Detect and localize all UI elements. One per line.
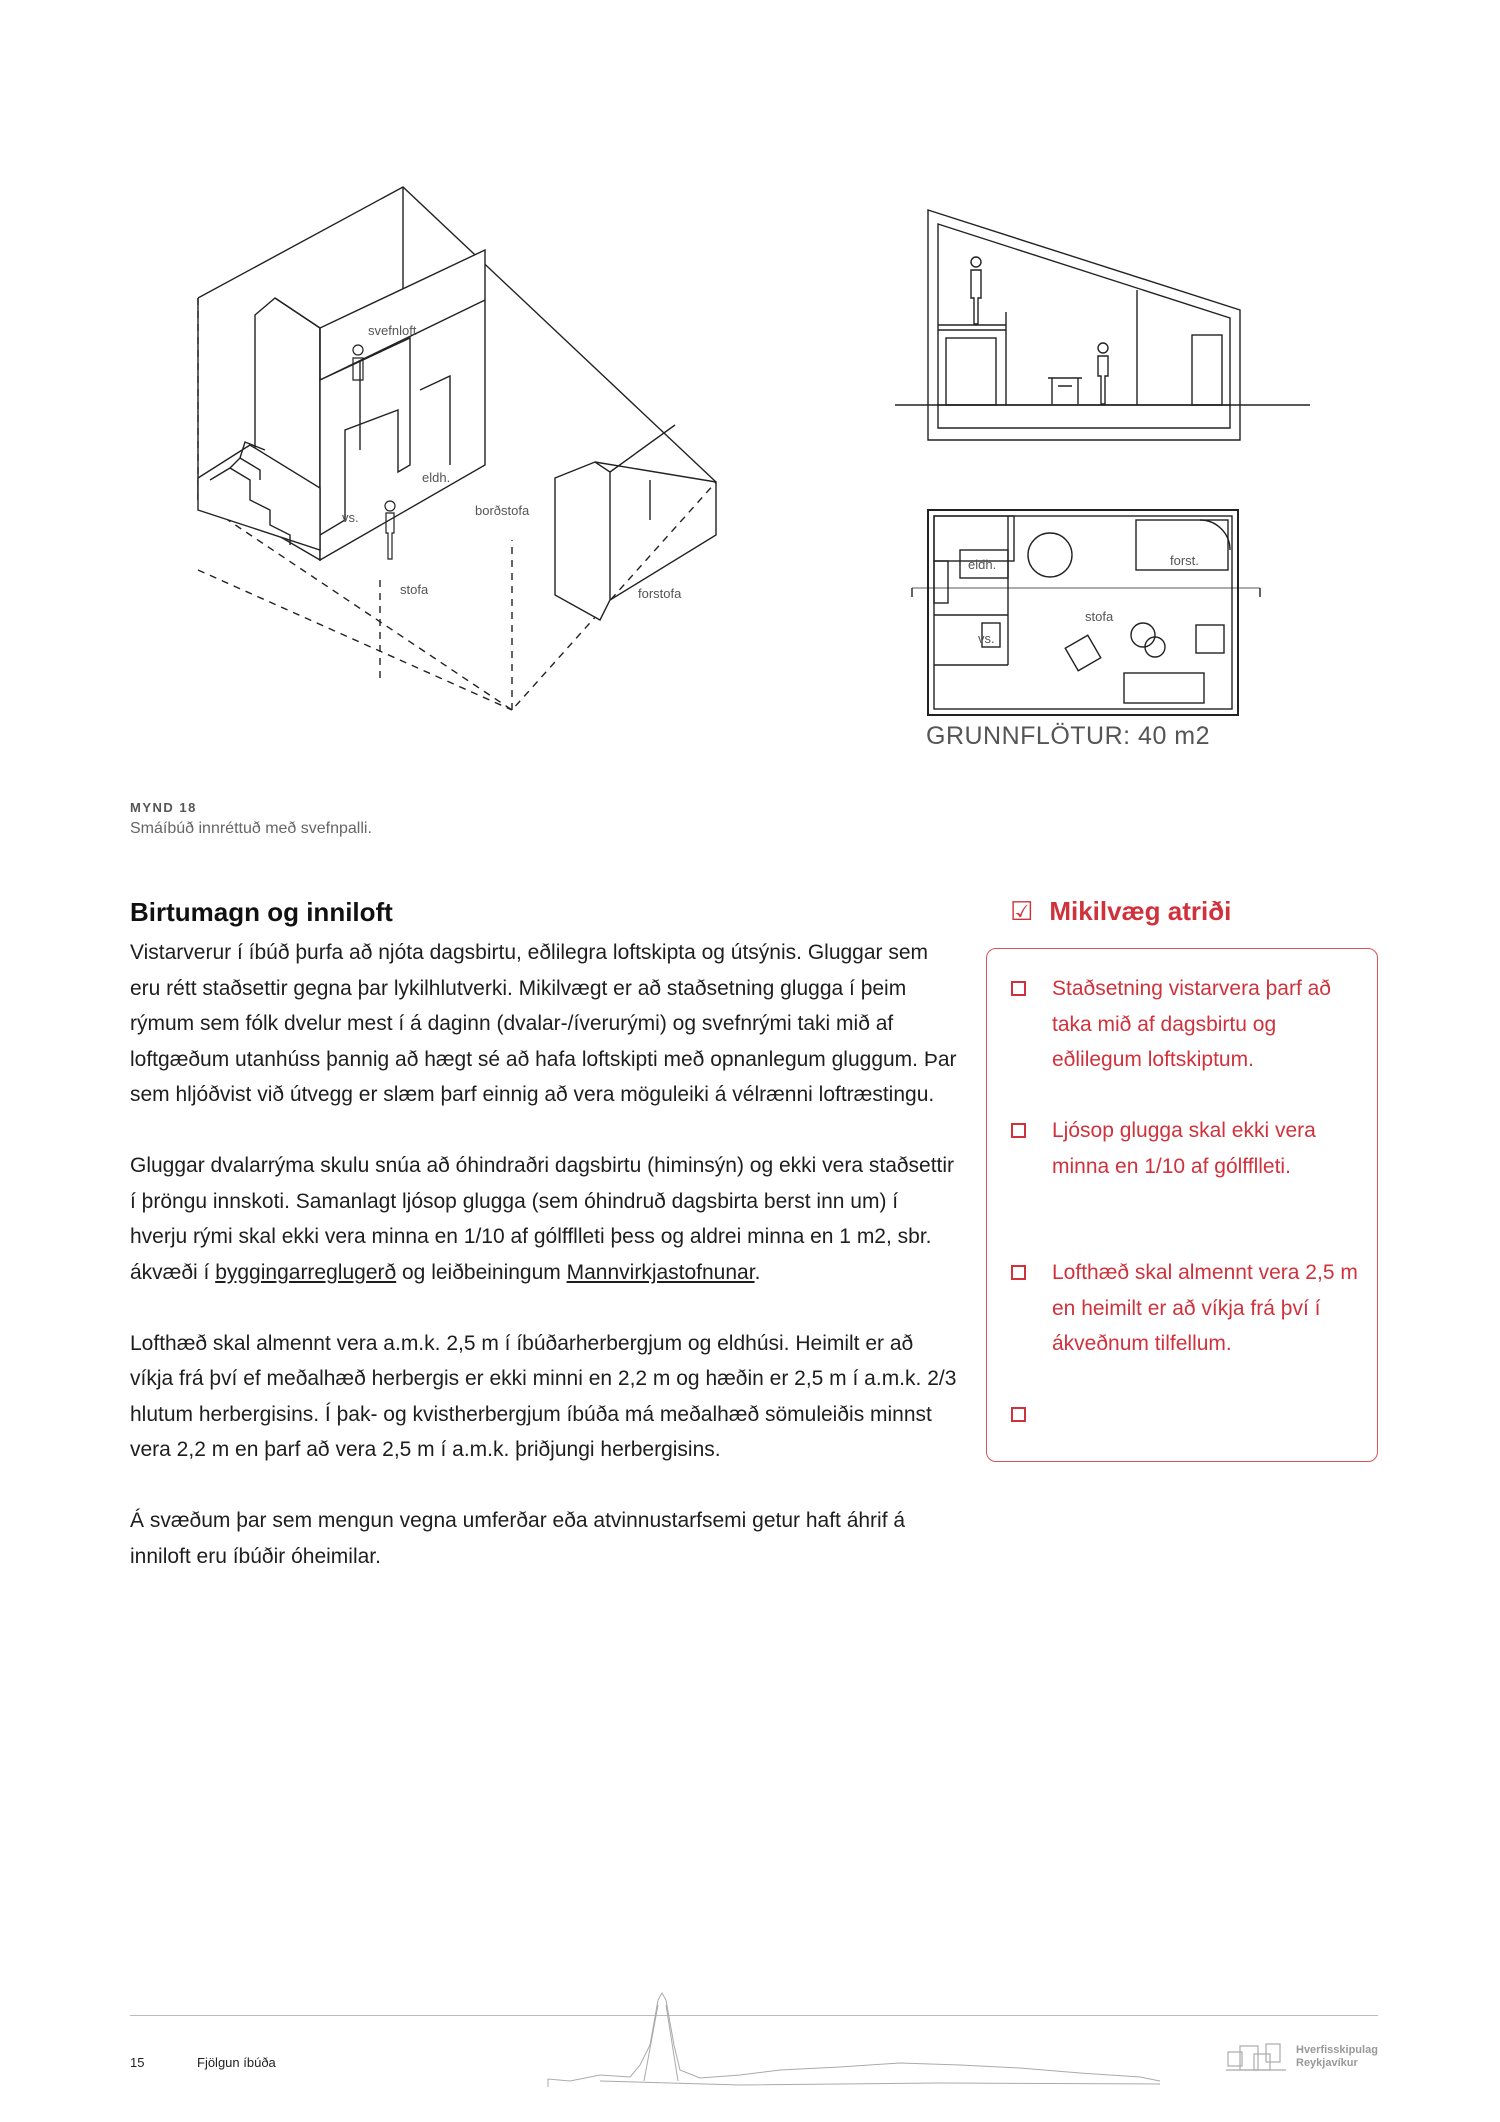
key-point-item	[1011, 1255, 1361, 1362]
floor-area-caption: GRUNNFLÖTUR: 40 m2	[926, 722, 1211, 750]
figure-caption: Smáíbúð innréttuð með svefnpalli.	[130, 820, 372, 837]
page-number: 15	[130, 2055, 145, 2070]
building-regulation-link[interactable]: byggingarreglugerð	[215, 1260, 397, 1284]
plan-label-entrance: forst.	[1170, 553, 1199, 568]
iso-label-dining-room: borðstofa	[475, 503, 530, 518]
mannvirkjastofnun-link[interactable]: Mannvirkjastofnunar	[566, 1260, 755, 1284]
checkbox-icon[interactable]	[1011, 1407, 1026, 1422]
key-point-text: Ljósop glugga skal ekki vera minna en 1/10 af gólfflleti.	[1052, 1119, 1316, 1178]
paragraph-text: og leiðbeiningum	[396, 1260, 567, 1284]
key-point-item	[1011, 1113, 1361, 1184]
logo-line-2: Reykjavíkur	[1296, 2057, 1358, 2069]
iso-label-sleeping-loft: svefnloft	[368, 323, 417, 338]
plan-label-bathroom: vs.	[978, 631, 995, 646]
iso-label-entrance: forstofa	[638, 586, 682, 601]
paragraph-text: .	[754, 1260, 761, 1284]
key-points-box	[986, 948, 1378, 1462]
logo-line-1: Hverfisskipulag	[1296, 2044, 1378, 2056]
logo-text	[1296, 2044, 1378, 2070]
iso-label-living-room: stofa	[400, 582, 429, 597]
checkbox-icon[interactable]	[1011, 1265, 1026, 1280]
paragraph-daylight: Vistarverur í íbúð þurfa að njóta dagsbirtu, eðlilegra loftskipta og útsýnis. Gluggar sem eru rétt staðsettir gegna þar lykilhlutverki. Mikilvægt er að staðsetning glugga í þeim rýmum sem fólk dvelur mest í á daginn (dvalar-/íverurými) og svefnrými taki mið af loftgæðum utanhúss þannig að hægt sé að hafa loftskipti með opnanlegum gluggum. Þar sem hljóðvist við útvegg er slæm þarf einnig að vera möguleiki á vélrænni loftræstingu.	[130, 941, 957, 1106]
key-points-title: Mikilvæg atriði	[1049, 896, 1232, 926]
iso-label-kitchen: eldh.	[422, 470, 451, 485]
plan-label-kitchen: eldh.	[968, 557, 997, 572]
floor-plan-drawing	[900, 505, 1280, 720]
paragraph-windows	[130, 1148, 960, 1290]
reykjavik-skyline-illustration	[540, 1985, 1180, 2095]
paragraph-ceiling-height: Lofthæð skal almennt vera a.m.k. 2,5 m í íbúðarherbergjum og eldhúsi. Heimilt er að víkja frá því ef meðalhæð herbergis er ekki minni en 2,2 m og hæðin er 2,5 m í a.m.k. 2/3 hlutum herbergisins. Í þak- og kvistherbergjum íbúða má meðalhæð sömuleiðis minnst vera 2,2 m en þarf að vera 2,5 m í a.m.k. þriðjungi herbergisins.	[130, 1331, 957, 1461]
key-point-item	[1011, 971, 1361, 1078]
footer-title: Fjölgun íbúða	[197, 2055, 276, 2070]
checkbox-icon[interactable]	[1011, 1123, 1026, 1138]
paragraph-text: Gluggar dvalarrýma skulu snúa að óhindraðri dagsbirtu (himinsýn) og ekki vera staðsettir í þröngu innskoti. Samanlagt ljósop glugga (sem óhindruð dagsbirta berst inn um) í hverju rými skal ekki vera minna en 1/10 af gólfflleti þess og aldrei minna en 1 m2, sbr. ákvæði í	[130, 1154, 955, 1284]
iso-label-bathroom: vs.	[342, 510, 359, 525]
section-heading: Birtumagn og inniloft	[130, 897, 393, 927]
key-points-heading	[1010, 896, 1231, 927]
figure-label: MYND 18	[130, 800, 197, 815]
key-point-text: Staðsetning vistarvera þarf að taka mið af dagsbirtu og eðlilegum loftskiptum.	[1052, 977, 1331, 1071]
key-point-text: Lofthæð skal almennt vera 2,5 m en heimilt er að víkja frá því í ákveðnum tilfellum.	[1052, 1261, 1358, 1355]
plan-label-living-room: stofa	[1085, 609, 1114, 624]
checkbox-checked-icon: ☑	[1010, 896, 1034, 926]
checkbox-icon[interactable]	[1011, 981, 1026, 996]
main-text	[130, 935, 960, 1610]
isometric-apartment-drawing	[190, 180, 750, 740]
section-drawing	[880, 200, 1310, 460]
paragraph-pollution: Á svæðum þar sem mengun vegna umferðar eða atvinnustarfsemi getur haft áhrif á inniloft eru íbúðir óheimilar.	[130, 1509, 906, 1568]
hverfisskipulag-logo-icon	[1224, 2040, 1292, 2076]
